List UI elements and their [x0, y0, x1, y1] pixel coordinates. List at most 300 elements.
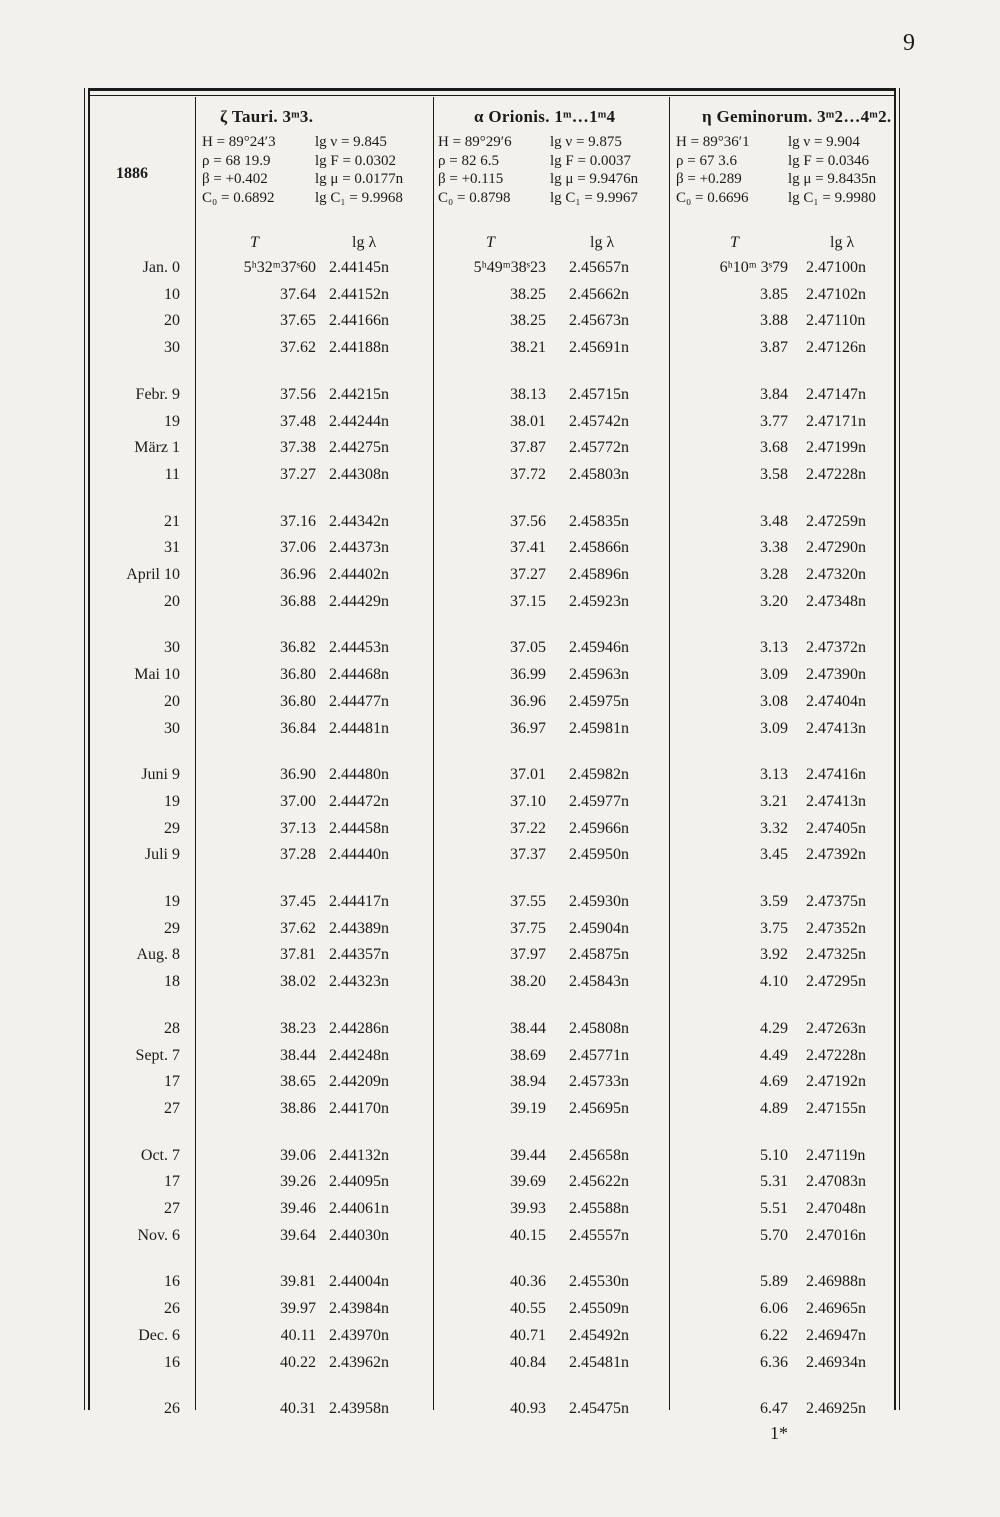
row-date: 19 [164, 792, 180, 810]
zeta-tauri-lg-lambda: 2.44152n [329, 285, 389, 303]
eta-geminorum-lg-lambda: 2.47110n [806, 312, 866, 330]
alpha-orionis-T: 37.37 [510, 846, 546, 864]
row-date: April 10 [126, 566, 180, 583]
eta-geminorum-lg-lambda: 2.47320n [806, 566, 866, 583]
row-date: Sept. 7 [135, 1046, 180, 1064]
eta-geminorum-lg-lambda: 2.47352n [806, 919, 866, 937]
zeta-tauri-lg-lambda: 2.44095n [329, 1173, 389, 1191]
eta-geminorum-T: 3.21 [760, 792, 788, 810]
zeta-tauri-lg-lambda: 2.44061n [329, 1200, 389, 1217]
alpha-orionis-T: 37.27 [510, 566, 546, 583]
row-date: 11 [164, 465, 180, 483]
alpha-orionis-lg-lambda: 2.45530n [569, 1273, 629, 1291]
alpha-orionis-T: 37.97 [510, 946, 546, 964]
row-date: 20 [164, 312, 180, 330]
row-date: 31 [164, 539, 180, 557]
zeta-tauri-lg-lambda: 2.44472n [329, 792, 389, 810]
row-date: 28 [164, 1019, 180, 1037]
eta-geminorum-lg-lambda: 2.47413n [806, 719, 866, 737]
eta-geminorum-lg-lambda: 2.47228n [806, 465, 866, 483]
alpha-orionis-lg-lambda: 2.45771n [569, 1046, 629, 1064]
eta-geminorum-lg-lambda: 2.47404n [806, 692, 866, 710]
alpha-orionis-T: 39.93 [510, 1200, 546, 1217]
param-C0: C₀ = 0.6696 [676, 189, 749, 206]
alpha-orionis-lg-lambda: 2.45475n [569, 1400, 629, 1418]
table-row [90, 1147, 894, 1173]
zeta-tauri-T: 37.62 [280, 339, 316, 357]
zeta-tauri-lg-lambda: 2.44402n [329, 566, 389, 583]
eta-geminorum-T: 3.20 [760, 592, 788, 610]
alpha-orionis-T: 38.20 [510, 973, 546, 991]
alpha-orionis-lg-lambda: 2.45658n [569, 1146, 629, 1164]
alpha-orionis-lg-lambda: 2.45963n [569, 666, 629, 684]
eta-geminorum-lg-lambda: 2.46934n [806, 1353, 866, 1371]
row-date: 29 [164, 819, 180, 837]
eta-geminorum-T: 5.51 [760, 1200, 788, 1217]
alpha-orionis-lg-lambda: 2.45742n [569, 412, 629, 430]
row-date: 27 [164, 1200, 180, 1217]
alpha-orionis-lg-lambda: 2.45981n [569, 719, 629, 737]
eta-geminorum-lg-lambda: 2.47102n [806, 285, 866, 303]
param-rho: ρ = 82 6.5 [438, 152, 499, 169]
eta-geminorum-T: 3.13 [760, 766, 788, 784]
alpha-orionis-T: 38.21 [510, 339, 546, 357]
zeta-tauri-lg-lambda: 2.44248n [329, 1046, 389, 1064]
eta-geminorum-lg-lambda: 2.47199n [806, 439, 866, 457]
zeta-tauri-T: 36.80 [280, 666, 316, 684]
outer-rule-right [899, 88, 900, 1410]
param-beta: β = +0.289 [676, 171, 742, 187]
table-row [90, 846, 894, 872]
row-date: 26 [164, 1400, 180, 1418]
zeta-tauri-lg-lambda: 2.44481n [329, 719, 389, 737]
eta-geminorum-T: 3.09 [760, 666, 788, 684]
eta-geminorum-T: 3.84 [760, 385, 788, 403]
row-date: 26 [164, 1300, 180, 1318]
row-date: März 1 [134, 439, 180, 457]
alpha-orionis-T: 38.13 [510, 385, 546, 403]
table-row [90, 639, 894, 665]
zeta-tauri-lg-lambda: 2.44030n [329, 1226, 389, 1244]
zeta-tauri-T: 37.13 [280, 819, 316, 837]
eta-geminorum-T: 3.87 [760, 339, 788, 357]
signature-mark: 1* [770, 1423, 788, 1443]
alpha-orionis-lg-lambda: 2.45481n [569, 1353, 629, 1371]
table-row [90, 1273, 894, 1299]
eta-geminorum-lg-lambda: 2.47083n [806, 1173, 866, 1191]
eta-geminorum-T: 3.85 [760, 285, 788, 303]
eta-geminorum-lg-lambda: 2.47372n [806, 639, 866, 657]
row-date: 30 [164, 719, 180, 737]
eta-geminorum-lg-lambda: 2.47325n [806, 946, 866, 964]
eta-geminorum-T: 3.09 [760, 719, 788, 737]
zeta-tauri-T: 37.16 [280, 512, 316, 530]
zeta-tauri-T: 37.48 [280, 412, 316, 430]
zeta-tauri-T: 37.06 [280, 539, 316, 557]
alpha-orionis-lg-lambda: 2.45975n [569, 692, 629, 710]
zeta-tauri-T: 37.38 [280, 439, 316, 457]
zeta-tauri-T: 36.88 [280, 592, 316, 610]
zeta-tauri-T: 39.46 [280, 1200, 316, 1217]
eta-geminorum-lg-lambda: 2.47290n [806, 539, 866, 557]
table-row [90, 693, 894, 719]
alpha-orionis-T: 37.10 [510, 792, 546, 810]
eta-geminorum-lg-lambda: 2.47348n [806, 592, 866, 610]
zeta-tauri-lg-lambda: 2.44323n [329, 973, 389, 991]
eta-geminorum-T: 5.89 [760, 1273, 788, 1291]
alpha-orionis-lg-lambda: 2.45673n [569, 312, 629, 330]
zeta-tauri-T: 36.82 [280, 639, 316, 657]
eta-geminorum-lg-lambda: 2.47228n [806, 1046, 866, 1064]
alpha-orionis-lg-lambda: 2.45950n [569, 846, 629, 864]
alpha-orionis-lg-lambda: 2.45966n [569, 819, 629, 837]
table-row [90, 1073, 894, 1099]
alpha-orionis-T: 37.75 [510, 919, 546, 937]
column-header-T: T [730, 234, 739, 251]
alpha-orionis-T: 38.69 [510, 1046, 546, 1064]
eta-geminorum-T: 4.69 [760, 1073, 788, 1091]
alpha-orionis-T: 37.55 [510, 893, 546, 910]
alpha-orionis-T: 38.01 [510, 412, 546, 430]
eta-geminorum-lg-lambda: 2.47295n [806, 973, 866, 991]
zeta-tauri-T: 39.81 [280, 1273, 316, 1291]
eta-geminorum-T: 3.13 [760, 639, 788, 657]
alpha-orionis-lg-lambda: 2.45662n [569, 285, 629, 303]
eta-geminorum-T: 3.45 [760, 846, 788, 864]
alpha-orionis-lg-lambda: 2.45946n [569, 639, 629, 657]
zeta-tauri-lg-lambda: 2.43984n [329, 1300, 389, 1318]
column-header-lg-lambda: lg λ [352, 234, 377, 251]
zeta-tauri-T: 38.86 [280, 1099, 316, 1117]
eta-geminorum-lg-lambda: 2.47100n [806, 259, 866, 276]
row-date: 10 [164, 285, 180, 303]
row-date: 20 [164, 692, 180, 710]
eta-geminorum-lg-lambda: 2.47263n [806, 1019, 866, 1037]
param-H: H = 89°24ʹ3 [202, 134, 276, 150]
zeta-tauri-T: 39.26 [280, 1173, 316, 1191]
alpha-orionis-lg-lambda: 2.45808n [569, 1019, 629, 1037]
alpha-orionis-lg-lambda: 2.45509n [569, 1300, 629, 1318]
eta-geminorum-lg-lambda: 2.47192n [806, 1073, 866, 1091]
alpha-orionis-lg-lambda: 2.45977n [569, 792, 629, 810]
alpha-orionis-T: 40.15 [510, 1226, 546, 1244]
param-lg-mu: lg μ = 9.8435n [788, 171, 877, 187]
param-C0: C₀ = 0.8798 [438, 189, 511, 206]
zeta-tauri-lg-lambda: 2.44145n [329, 259, 389, 276]
zeta-tauri-T: 36.84 [280, 719, 316, 737]
table-row [90, 593, 894, 619]
zeta-tauri-T: 38.65 [280, 1073, 316, 1091]
alpha-orionis-T: 39.69 [510, 1173, 546, 1191]
row-date: 16 [164, 1273, 180, 1291]
eta-geminorum-T: 4.10 [760, 973, 788, 991]
eta-geminorum-T: 3.38 [760, 539, 788, 557]
row-date: Jan. 0 [142, 259, 180, 276]
eta-geminorum-T: 5.70 [760, 1226, 788, 1244]
eta-geminorum-T: 3.58 [760, 465, 788, 483]
alpha-orionis-T: 38.94 [510, 1073, 546, 1091]
table-row [90, 1100, 894, 1126]
eta-geminorum-T: 4.89 [760, 1099, 788, 1117]
zeta-tauri-T: 37.62 [280, 919, 316, 937]
eta-geminorum-T: 3.32 [760, 819, 788, 837]
row-date: Oct. 7 [140, 1146, 180, 1164]
alpha-orionis-T: 40.93 [510, 1400, 546, 1418]
zeta-tauri-T: 37.28 [280, 846, 316, 864]
zeta-tauri-lg-lambda: 2.44477n [329, 692, 389, 710]
eta-geminorum-T: 6.06 [760, 1300, 788, 1318]
eta-geminorum-T: 4.29 [760, 1019, 788, 1037]
zeta-tauri-T: 36.80 [280, 692, 316, 710]
alpha-orionis-lg-lambda: 2.45588n [569, 1200, 629, 1217]
table-row [90, 386, 894, 412]
alpha-orionis-T: 37.15 [510, 592, 546, 610]
zeta-tauri-lg-lambda: 2.44244n [329, 412, 389, 430]
row-date: 16 [164, 1353, 180, 1371]
alpha-orionis-T: 36.99 [510, 666, 546, 684]
zeta-tauri-lg-lambda: 2.44373n [329, 539, 389, 557]
zeta-tauri-T: 38.44 [280, 1046, 316, 1064]
param-lg-nu: lg ν = 9.875 [550, 134, 622, 150]
table-row [90, 312, 894, 338]
row-date: 17 [164, 1073, 180, 1091]
zeta-tauri-lg-lambda: 2.44166n [329, 312, 389, 330]
alpha-orionis-lg-lambda: 2.45982n [569, 766, 629, 784]
eta-geminorum-T: 3.75 [760, 919, 788, 937]
zeta-tauri-lg-lambda: 2.44357n [329, 946, 389, 964]
param-lg-F: lg F = 0.0302 [315, 152, 396, 169]
zeta-tauri-T: 37.81 [280, 946, 316, 964]
row-date: Mai 10 [134, 666, 180, 684]
zeta-tauri-T: 5ʰ32ᵐ37ˢ60 [243, 259, 316, 276]
row-date: Juni 9 [141, 766, 180, 784]
alpha-orionis-lg-lambda: 2.45691n [569, 339, 629, 357]
alpha-orionis-lg-lambda: 2.45904n [569, 919, 629, 937]
param-H: H = 89°36ʹ1 [676, 134, 750, 150]
row-date: Febr. 9 [135, 385, 180, 403]
alpha-orionis-lg-lambda: 2.45835n [569, 512, 629, 530]
table-row [90, 566, 894, 592]
param-lg-C1: lg C₁ = 9.9980 [788, 189, 876, 206]
eta-geminorum-lg-lambda: 2.46965n [806, 1300, 866, 1318]
eta-geminorum-T: 3.28 [760, 566, 788, 583]
star-header-zeta-tauri: ζ Tauri. 3ᵐ3. [220, 107, 314, 126]
page-number: 9 [903, 30, 915, 56]
row-date: Nov. 6 [137, 1226, 180, 1244]
column-header-T: T [250, 234, 259, 251]
table-row [90, 466, 894, 492]
param-rho: ρ = 68 19.9 [202, 152, 271, 169]
column-header-T: T [486, 234, 495, 251]
table-row [90, 1227, 894, 1253]
param-lg-mu: lg μ = 9.9476n [550, 171, 639, 187]
zeta-tauri-lg-lambda: 2.43962n [329, 1353, 389, 1371]
alpha-orionis-T: 40.55 [510, 1300, 546, 1318]
eta-geminorum-lg-lambda: 2.47405n [806, 819, 866, 837]
zeta-tauri-T: 40.31 [280, 1400, 316, 1418]
eta-geminorum-lg-lambda: 2.47016n [806, 1226, 866, 1244]
zeta-tauri-lg-lambda: 2.44308n [329, 465, 389, 483]
alpha-orionis-T: 38.44 [510, 1019, 546, 1037]
alpha-orionis-T: 37.41 [510, 539, 546, 557]
table-row [90, 339, 894, 365]
alpha-orionis-T: 39.19 [510, 1099, 546, 1117]
eta-geminorum-lg-lambda: 2.46947n [806, 1326, 866, 1344]
table-row [90, 920, 894, 946]
eta-geminorum-lg-lambda: 2.46988n [806, 1273, 866, 1291]
eta-geminorum-T: 3.68 [760, 439, 788, 457]
param-lg-nu: lg ν = 9.904 [788, 134, 860, 150]
zeta-tauri-lg-lambda: 2.44188n [329, 339, 389, 357]
alpha-orionis-lg-lambda: 2.45866n [569, 539, 629, 557]
param-lg-F: lg F = 0.0037 [550, 152, 631, 169]
eta-geminorum-T: 5.31 [760, 1173, 788, 1191]
zeta-tauri-lg-lambda: 2.43970n [329, 1326, 389, 1344]
alpha-orionis-T: 38.25 [510, 285, 546, 303]
alpha-orionis-T: 40.84 [510, 1353, 546, 1371]
zeta-tauri-lg-lambda: 2.44132n [329, 1146, 389, 1164]
alpha-orionis-lg-lambda: 2.45557n [569, 1226, 629, 1244]
alpha-orionis-lg-lambda: 2.45715n [569, 385, 629, 403]
eta-geminorum-lg-lambda: 2.47390n [806, 666, 866, 684]
table-row [90, 820, 894, 846]
star-header-eta-geminorum: η Geminorum. 3ᵐ2…4ᵐ2. [702, 107, 892, 126]
zeta-tauri-T: 38.02 [280, 973, 316, 991]
alpha-orionis-T: 38.25 [510, 312, 546, 330]
param-lg-F: lg F = 0.0346 [788, 152, 869, 169]
zeta-tauri-T: 39.64 [280, 1226, 316, 1244]
alpha-orionis-T: 37.05 [510, 639, 546, 657]
zeta-tauri-lg-lambda: 2.44286n [329, 1019, 389, 1037]
row-date: Juli 9 [144, 846, 180, 864]
alpha-orionis-lg-lambda: 2.45492n [569, 1326, 629, 1344]
zeta-tauri-lg-lambda: 2.44209n [329, 1073, 389, 1091]
alpha-orionis-T: 36.97 [510, 719, 546, 737]
table-row [90, 1047, 894, 1073]
table-row [90, 1327, 894, 1353]
alpha-orionis-T: 39.44 [510, 1146, 546, 1164]
alpha-orionis-T: 40.36 [510, 1273, 546, 1291]
eta-geminorum-T: 3.92 [760, 946, 788, 964]
alpha-orionis-lg-lambda: 2.45657n [569, 259, 629, 276]
alpha-orionis-T: 37.87 [510, 439, 546, 457]
row-date: 30 [164, 339, 180, 357]
eta-geminorum-T: 3.59 [760, 893, 788, 910]
alpha-orionis-T: 5ʰ49ᵐ38ˢ23 [473, 259, 546, 276]
table-row [90, 413, 894, 439]
param-lg-C1: lg C₁ = 9.9967 [550, 189, 638, 206]
eta-geminorum-lg-lambda: 2.47413n [806, 792, 866, 810]
eta-geminorum-T: 5.10 [760, 1146, 788, 1164]
eta-geminorum-T: 6.47 [760, 1400, 788, 1418]
alpha-orionis-lg-lambda: 2.45803n [569, 465, 629, 483]
param-rho: ρ = 67 3.6 [676, 152, 737, 169]
eta-geminorum-lg-lambda: 2.47416n [806, 766, 866, 784]
eta-geminorum-lg-lambda: 2.47126n [806, 339, 866, 357]
zeta-tauri-lg-lambda: 2.44004n [329, 1273, 389, 1291]
table-row [90, 439, 894, 465]
param-lg-C1: lg C₁ = 9.9968 [315, 189, 403, 206]
zeta-tauri-T: 37.27 [280, 465, 316, 483]
table-row [90, 1173, 894, 1199]
zeta-tauri-T: 37.56 [280, 385, 316, 403]
table-row [90, 259, 894, 285]
alpha-orionis-lg-lambda: 2.45896n [569, 566, 629, 583]
zeta-tauri-T: 40.11 [280, 1326, 316, 1344]
eta-geminorum-T: 3.77 [760, 412, 788, 430]
eta-geminorum-lg-lambda: 2.47147n [806, 385, 866, 403]
eta-geminorum-lg-lambda: 2.47259n [806, 512, 866, 530]
eta-geminorum-T: 3.48 [760, 512, 788, 530]
year-label: 1886 [116, 165, 148, 182]
zeta-tauri-T: 40.22 [280, 1353, 316, 1371]
param-lg-mu: lg μ = 0.0177n [315, 171, 404, 187]
eta-geminorum-T: 3.08 [760, 692, 788, 710]
table-row [90, 720, 894, 746]
table-row [90, 1354, 894, 1380]
eta-geminorum-T: 3.88 [760, 312, 788, 330]
param-beta: β = +0.402 [202, 171, 268, 187]
row-date: 27 [164, 1099, 180, 1117]
zeta-tauri-T: 36.96 [280, 566, 316, 583]
zeta-tauri-lg-lambda: 2.44342n [329, 512, 389, 530]
alpha-orionis-T: 37.72 [510, 465, 546, 483]
eta-geminorum-lg-lambda: 2.47392n [806, 846, 866, 864]
row-date: 19 [164, 412, 180, 430]
column-header-lg-lambda: lg λ [830, 234, 855, 251]
zeta-tauri-T: 37.65 [280, 312, 316, 330]
row-date: 20 [164, 592, 180, 610]
table-row [90, 1200, 894, 1226]
eta-geminorum-T: 6.22 [760, 1326, 788, 1344]
alpha-orionis-lg-lambda: 2.45930n [569, 893, 629, 910]
zeta-tauri-lg-lambda: 2.44440n [329, 846, 389, 864]
eta-geminorum-lg-lambda: 2.47155n [806, 1099, 866, 1117]
zeta-tauri-lg-lambda: 2.44170n [329, 1099, 389, 1117]
alpha-orionis-T: 37.22 [510, 819, 546, 837]
column-header-lg-lambda: lg λ [590, 234, 615, 251]
alpha-orionis-T: 37.01 [510, 766, 546, 784]
table-row [90, 766, 894, 792]
zeta-tauri-lg-lambda: 2.44453n [329, 639, 389, 657]
ephemeris-table [88, 88, 896, 1418]
zeta-tauri-lg-lambda: 2.44417n [329, 893, 389, 910]
param-lg-nu: lg ν = 9.845 [315, 134, 387, 150]
eta-geminorum-T: 6ʰ10ᵐ 3ˢ79 [719, 259, 788, 276]
row-date: 17 [164, 1173, 180, 1191]
table-row [90, 893, 894, 919]
param-C0: C₀ = 0.6892 [202, 189, 275, 206]
table-row [90, 286, 894, 312]
zeta-tauri-lg-lambda: 2.44389n [329, 919, 389, 937]
eta-geminorum-lg-lambda: 2.47375n [806, 893, 866, 910]
zeta-tauri-lg-lambda: 2.44480n [329, 766, 389, 784]
zeta-tauri-lg-lambda: 2.44468n [329, 666, 389, 684]
alpha-orionis-lg-lambda: 2.45622n [569, 1173, 629, 1191]
row-date: 18 [164, 973, 180, 991]
param-H: H = 89°29ʹ6 [438, 134, 512, 150]
table-row [90, 973, 894, 999]
alpha-orionis-lg-lambda: 2.45923n [569, 592, 629, 610]
alpha-orionis-lg-lambda: 2.45772n [569, 439, 629, 457]
zeta-tauri-T: 39.06 [280, 1146, 316, 1164]
zeta-tauri-T: 37.64 [280, 285, 316, 303]
eta-geminorum-T: 6.36 [760, 1353, 788, 1371]
zeta-tauri-T: 36.90 [280, 766, 316, 784]
eta-geminorum-lg-lambda: 2.47171n [806, 412, 866, 430]
table-row [90, 513, 894, 539]
outer-rule-left [84, 88, 85, 1410]
